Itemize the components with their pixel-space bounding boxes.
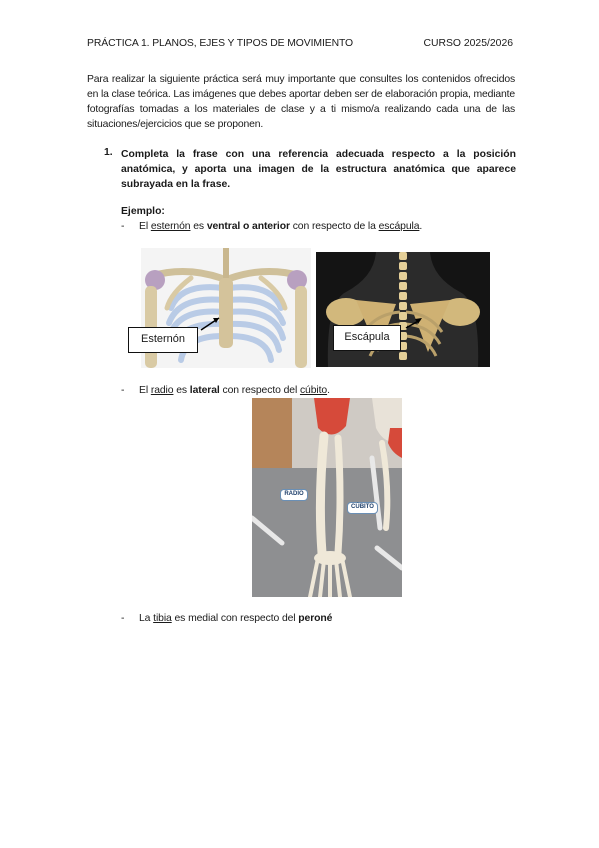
forearm-photo: [252, 398, 402, 597]
bullet-dash: -: [121, 385, 125, 396]
header-title: PRÁCTICA 1. PLANOS, EJES Y TIPOS DE MOVIMIENTO: [87, 38, 354, 49]
underlined-term: esternón: [150, 221, 191, 232]
bullet-sternum: [121, 221, 422, 232]
bullet-text: El: [139, 385, 151, 396]
underlined-term: escápula: [378, 221, 420, 232]
page-header: [87, 38, 513, 52]
scapula-callout: Escápula: [333, 325, 401, 351]
bold-term: ventral o anterior: [206, 221, 290, 232]
bullet-text: .: [419, 221, 423, 232]
underlined-term: tibia: [153, 613, 172, 624]
bullet-dash: -: [121, 613, 125, 624]
bullet-radius: [121, 385, 330, 396]
bullet-text: es: [173, 385, 190, 396]
question-number: 1.: [104, 147, 113, 158]
bullet-text: El: [139, 221, 151, 232]
underlined-term: radio: [150, 385, 174, 396]
bullet-text: con respecto de la: [289, 221, 379, 232]
bold-term: lateral: [189, 385, 220, 396]
bullet-dash: -: [121, 221, 125, 232]
sternum-callout: Esternón: [128, 327, 198, 353]
example-label: Ejemplo:: [121, 206, 165, 217]
bullet-text: .: [327, 385, 330, 396]
underlined-term: cúbito: [299, 385, 328, 396]
bullet-text: es medial con respecto del: [171, 613, 299, 624]
bullet-text: es: [190, 221, 207, 232]
header-course: CURSO 2025/2026: [423, 38, 513, 49]
bullet-tibia: [121, 613, 332, 624]
forearm-illustration: [252, 398, 402, 597]
cubito-tag: CÚBITO: [347, 502, 378, 514]
radio-tag: RADIO: [280, 489, 308, 501]
bullet-text: con respecto del: [219, 385, 300, 396]
question-text: Completa la frase con una referencia adecuada respecto a la posición anatómica, y aporta una imagen de la estructura anatómica que aparece subrayada en la frase.: [121, 149, 516, 190]
bold-term: peroné: [298, 613, 333, 624]
bullet-text: La: [139, 613, 154, 624]
intro-paragraph: Para realizar la siguiente práctica será muy importante que consultes los contenidos ofrecidos en la clase teórica. Las imágenes que debes aportar deben ser de elaboración propia, mediante fotografías tomadas a los materiales de clase y a ti mismo/a realizando cada una de las situaciones/ejercicios que se proponen.: [87, 74, 515, 130]
